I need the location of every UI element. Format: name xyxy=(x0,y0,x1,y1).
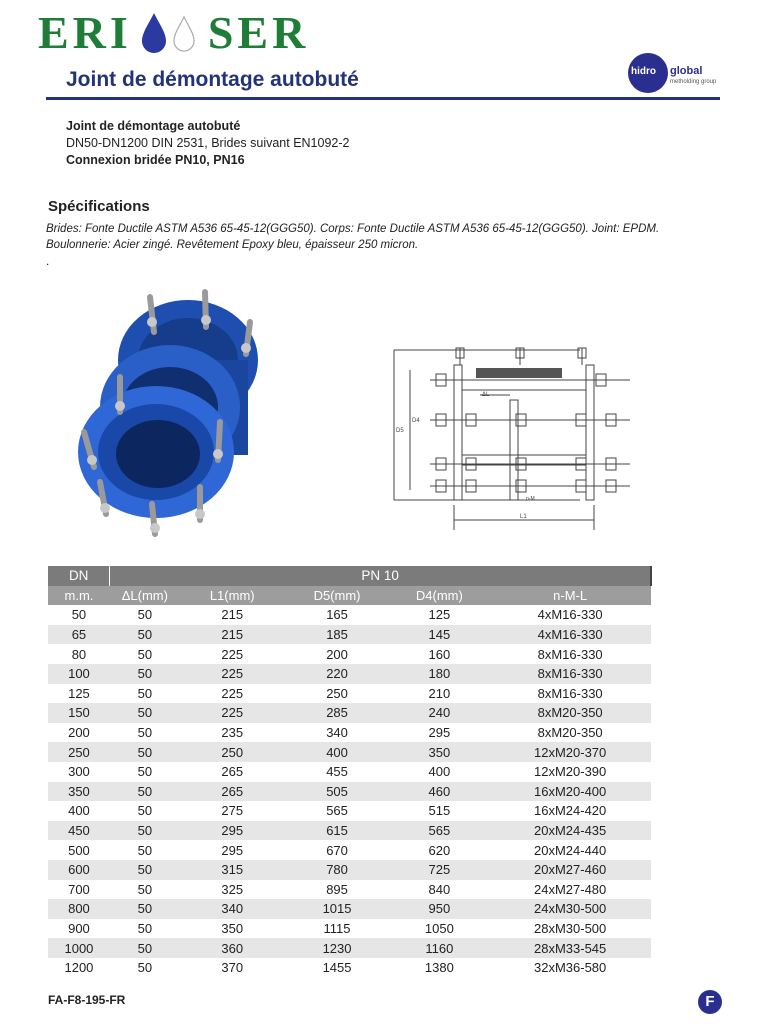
table-cell: 50 xyxy=(110,664,180,684)
intro-line-3: Connexion bridée PN10, PN16 xyxy=(66,153,245,167)
table-cell: 50 xyxy=(137,646,153,662)
dimensions-table xyxy=(48,566,652,977)
table-cell: 160 xyxy=(428,646,451,662)
table-cell: 725 xyxy=(389,860,489,880)
eriser-logo xyxy=(38,8,309,58)
document-code: FA-F8-195-FR xyxy=(48,993,126,1007)
table-cell: 350 xyxy=(221,920,244,936)
table-cell: 150 xyxy=(48,703,110,723)
table-cell: 80 xyxy=(71,646,87,662)
table-row xyxy=(48,605,651,625)
table-cell: 800 xyxy=(48,899,110,919)
table-cell: 50 xyxy=(110,703,180,723)
table-cell: 1050 xyxy=(424,920,454,936)
table-cell: 125 xyxy=(68,685,90,701)
label-delta-l: ΔL xyxy=(482,392,490,398)
label-l1: L1 xyxy=(520,514,527,520)
table-cell: 1160 xyxy=(389,938,489,958)
table-cell: 250 xyxy=(48,742,110,762)
table-row xyxy=(48,821,651,841)
table-cell: 50 xyxy=(137,607,153,623)
table-cell: 840 xyxy=(428,881,451,897)
table-cell: 12xM20-370 xyxy=(489,742,651,762)
table-row xyxy=(48,703,651,723)
pn-header: PN 10 xyxy=(110,566,651,586)
hidroglobal-logo xyxy=(628,53,724,93)
table-cell: 24xM30-500 xyxy=(489,899,651,919)
intro-line-2: DN50-DN1200 DIN 2531, Brides suivant EN1092-2 xyxy=(66,136,350,150)
table-cell: 4xM16-330 xyxy=(537,607,603,623)
label-d4: D4 xyxy=(412,418,420,424)
table-cell: 50 xyxy=(137,685,153,701)
table-cell: 1115 xyxy=(323,920,351,936)
table-cell: 670 xyxy=(326,842,348,858)
stray-dot: . xyxy=(46,254,50,268)
brand-tagline: metholding group xyxy=(670,79,717,85)
table-cell: 265 xyxy=(221,764,244,780)
table-cell: 275 xyxy=(221,803,244,819)
table-cell: 16xM24-420 xyxy=(534,803,607,819)
table-cell: 325 xyxy=(221,881,244,897)
table-cell: 32xM36-580 xyxy=(534,960,607,976)
table-cell: 700 xyxy=(68,881,90,897)
table-row xyxy=(48,762,651,782)
specs-text: Brides: Fonte Ductile ASTM A536 65-45-12(GGG50). Corps: Fonte Ductile ASTM A536 65-45-12(GGG50). Joint: EPDM. Boulonnerie: Acier zingé. Revêtement Epoxy bleu, épaisseur 250 micron. xyxy=(46,223,660,251)
table-cell: 185 xyxy=(285,625,390,645)
specs-heading: Spécifications xyxy=(48,198,150,215)
table-cell: 450 xyxy=(48,821,110,841)
col-header-d5: D5(mm) xyxy=(285,586,390,606)
table-cell: 8xM20-350 xyxy=(537,725,603,741)
col-header-d4: D4(mm) xyxy=(389,586,489,606)
table-cell: 50 xyxy=(137,842,153,858)
table-cell: 50 xyxy=(137,920,153,936)
logo-text-left: ERI xyxy=(38,7,132,58)
table-cell: 8xM16-330 xyxy=(489,664,651,684)
table-cell: 4xM16-330 xyxy=(489,625,651,645)
table-row xyxy=(48,899,651,919)
technical-drawing xyxy=(380,340,640,550)
brand-name-a: hidro xyxy=(631,66,656,77)
table-cell: 400 xyxy=(428,764,451,780)
label-n-m: n-M xyxy=(526,496,535,502)
table-cell: 1230 xyxy=(285,938,390,958)
table-cell: 370 xyxy=(221,960,244,976)
table-cell: 200 xyxy=(326,646,348,662)
brand-name-b: global xyxy=(670,65,703,77)
table-cell: 200 xyxy=(68,725,90,741)
table-row xyxy=(48,938,651,958)
table-cell: 8xM20-350 xyxy=(489,703,651,723)
table-cell: 250 xyxy=(326,685,348,701)
table-cell: 250 xyxy=(180,742,285,762)
table-row xyxy=(48,880,651,900)
table-cell: 265 xyxy=(180,782,285,802)
table-cell: 460 xyxy=(389,782,489,802)
table-cell: 295 xyxy=(180,821,285,841)
table-cell: 1200 xyxy=(64,960,94,976)
table-cell: 600 xyxy=(48,860,110,880)
table-cell: 505 xyxy=(285,782,390,802)
table-cell: 225 xyxy=(180,703,285,723)
table-cell: 455 xyxy=(326,764,348,780)
table-cell: 50 xyxy=(110,782,180,802)
col-header-n-m-l: n-M-L xyxy=(489,586,651,606)
table-cell: 1380 xyxy=(424,960,454,976)
table-cell: 225 xyxy=(221,646,244,662)
table-cell: 125 xyxy=(428,607,451,623)
table-cell: 50 xyxy=(137,764,153,780)
table-row xyxy=(48,840,651,860)
table-cell: 235 xyxy=(221,725,244,741)
table-cell: 16xM20-400 xyxy=(489,782,651,802)
table-cell: 950 xyxy=(389,899,489,919)
label-d5: D5 xyxy=(396,428,404,434)
table-cell: 215 xyxy=(180,625,285,645)
title-divider xyxy=(46,97,720,100)
table-cell: 8xM16-330 xyxy=(537,646,603,662)
table-cell: 8xM16-330 xyxy=(537,685,603,701)
table-cell: 340 xyxy=(180,899,285,919)
table-cell: 225 xyxy=(180,664,285,684)
table-cell: 500 xyxy=(68,842,90,858)
table-cell: 225 xyxy=(221,685,244,701)
table-cell: 28xM30-500 xyxy=(534,920,607,936)
table-column-headers xyxy=(48,586,651,606)
table-cell: 360 xyxy=(180,938,285,958)
table-row xyxy=(48,723,651,743)
table-cell: 50 xyxy=(137,881,153,897)
table-cell: 215 xyxy=(221,607,244,623)
table-row xyxy=(48,919,651,939)
col-header-l1: L1(mm) xyxy=(180,586,285,606)
table-cell: 240 xyxy=(389,703,489,723)
table-cell: 615 xyxy=(285,821,390,841)
water-drop-icon xyxy=(138,11,202,55)
table-cell: 50 xyxy=(71,607,87,623)
table-cell: 285 xyxy=(285,703,390,723)
table-cell: 895 xyxy=(326,881,348,897)
table-row xyxy=(48,801,651,821)
table-row xyxy=(48,742,651,762)
table-cell: 780 xyxy=(285,860,390,880)
table-cell: 350 xyxy=(48,782,110,802)
table-cell: 350 xyxy=(389,742,489,762)
table-cell: 50 xyxy=(110,821,180,841)
intro-line-1: Joint de démontage autobuté xyxy=(66,119,241,133)
table-row xyxy=(48,684,651,704)
table-cell: 100 xyxy=(48,664,110,684)
table-cell: 50 xyxy=(110,860,180,880)
table-cell: 20xM27-460 xyxy=(489,860,651,880)
table-cell: 340 xyxy=(326,725,348,741)
table-cell: 50 xyxy=(110,938,180,958)
table-cell: 300 xyxy=(68,764,90,780)
table-cell: 400 xyxy=(285,742,390,762)
table-cell: 50 xyxy=(137,803,153,819)
table-cell: 50 xyxy=(110,742,180,762)
table-row xyxy=(48,664,651,684)
table-cell: 65 xyxy=(48,625,110,645)
table-cell: 1455 xyxy=(322,960,352,976)
f-logo-icon: F xyxy=(698,990,722,1014)
table-cell: 295 xyxy=(221,842,244,858)
table-cell: 1000 xyxy=(48,938,110,958)
table-cell: 20xM24-440 xyxy=(534,842,607,858)
table-cell: 900 xyxy=(68,920,90,936)
table-row xyxy=(48,860,651,880)
table-cell: 145 xyxy=(389,625,489,645)
table-cell: 400 xyxy=(68,803,90,819)
col-header-mm: m.m. xyxy=(48,586,110,606)
table-cell: 220 xyxy=(285,664,390,684)
table-cell: 24xM27-480 xyxy=(534,881,607,897)
logo-text-right: SER xyxy=(207,7,310,58)
table-cell: 50 xyxy=(110,625,180,645)
col-header-delta-l: ΔL(mm) xyxy=(110,586,180,606)
table-cell: 620 xyxy=(428,842,451,858)
product-photo xyxy=(60,282,290,542)
table-row xyxy=(48,625,651,645)
table-cell: 12xM20-390 xyxy=(534,764,607,780)
table-cell: 315 xyxy=(180,860,285,880)
table-row xyxy=(48,644,651,664)
table-cell: 50 xyxy=(137,725,153,741)
intro-block xyxy=(66,118,349,169)
table-cell: 1015 xyxy=(285,899,390,919)
table-cell: 210 xyxy=(428,685,451,701)
table-cell: 28xM33-545 xyxy=(489,938,651,958)
table-header-group xyxy=(48,566,651,586)
table-row xyxy=(48,782,651,802)
table-cell: 295 xyxy=(428,725,451,741)
table-cell: 50 xyxy=(110,899,180,919)
table-cell: 50 xyxy=(137,960,153,976)
page-title: Joint de démontage autobuté xyxy=(66,68,359,91)
table-cell: 165 xyxy=(326,607,348,623)
dn-header: DN xyxy=(48,566,110,586)
table-cell: 180 xyxy=(389,664,489,684)
table-row xyxy=(48,958,651,978)
table-cell: 565 xyxy=(326,803,348,819)
table-cell: 515 xyxy=(428,803,451,819)
table-cell: 565 xyxy=(389,821,489,841)
table-cell: 20xM24-435 xyxy=(489,821,651,841)
